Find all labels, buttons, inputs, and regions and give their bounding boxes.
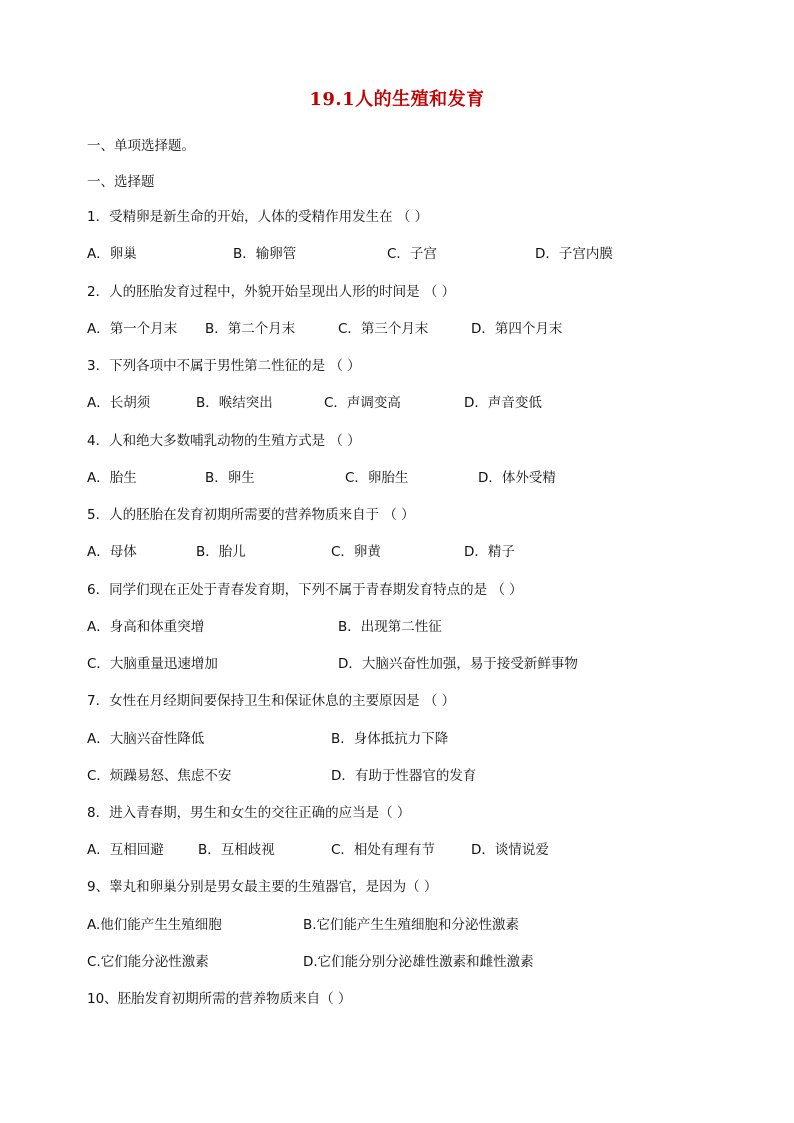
question-stem: 4．人和绝大多数哺乳动物的生殖方式是 （ ）: [87, 433, 361, 449]
question-stem: 7．女性在月经期间要保持卫生和保证休息的主要原因是 （ ）: [87, 693, 456, 709]
question-stem: 1．受精卵是新生命的开始，人体的受精作用发生在 （ ）: [87, 209, 429, 225]
option-a: A．互相回避: [87, 842, 164, 858]
option-c: C．子宫: [387, 246, 437, 262]
option-d: D．谈情说爱: [471, 842, 549, 858]
option-c: C．声调变高: [324, 395, 401, 411]
question-stem: 3．下列各项中不属于男性第二性征的是 （ ）: [87, 358, 361, 374]
option-d: D．子宫内膜: [535, 246, 613, 262]
question-stem: 6．同学们现在正处于青春发育期，下列不属于青春期发育特点的是 （ ）: [87, 582, 523, 598]
option-d: D.它们能分别分泌雄性激素和雌性激素: [303, 954, 534, 970]
option-c: C．烦躁易怒、焦虑不安: [87, 768, 232, 784]
option-a: A．胎生: [87, 470, 137, 486]
option-a: A．大脑兴奋性降低: [87, 731, 205, 747]
option-a: A．长胡须: [87, 395, 151, 411]
option-a: A.他们能产生生殖细胞: [87, 917, 222, 933]
option-d: D．有助于性器官的发育: [331, 768, 477, 784]
section-heading: 一、选择题: [87, 174, 155, 190]
option-a: A．母体: [87, 544, 137, 560]
option-b: B．胎儿: [196, 544, 246, 560]
option-d: D．精子: [464, 544, 515, 560]
question-stem: 9、睾丸和卵巢分别是男女最主要的生殖器官，是因为（ ）: [87, 879, 438, 895]
option-b: B．第二个月末: [205, 321, 296, 337]
option-d: D．大脑兴奋性加强，易于接受新鲜事物: [338, 656, 578, 672]
option-c: C．卵黄: [331, 544, 381, 560]
option-c: C．相处有理有节: [331, 842, 435, 858]
option-b: B．出现第二性征: [338, 619, 442, 635]
section-heading: 一、单项选择题。: [87, 138, 195, 154]
question-stem: 10、胚胎发育初期所需的营养物质来自（ ）: [87, 991, 352, 1007]
option-c: C．大脑重量迅速增加: [87, 656, 218, 672]
option-c: C．卵胎生: [345, 470, 409, 486]
question-stem: 8．进入青春期，男生和女生的交往正确的应当是（ ）: [87, 805, 411, 821]
option-b: B．输卵管: [233, 246, 297, 262]
option-d: D．声音变低: [464, 395, 542, 411]
question-stem: 2．人的胚胎发育过程中，外貌开始呈现出人形的时间是 （ ）: [87, 284, 456, 300]
option-c: C．第三个月末: [338, 321, 429, 337]
option-b: B．身体抵抗力下降: [331, 731, 449, 747]
option-d: D．第四个月末: [471, 321, 563, 337]
option-d: D．体外受精: [478, 470, 556, 486]
option-a: A．卵巢: [87, 246, 137, 262]
page-title: 19.1人的生殖和发育: [309, 89, 485, 110]
option-b: B．喉结突出: [196, 395, 273, 411]
option-b: B．互相歧视: [198, 842, 275, 858]
option-a: A．第一个月末: [87, 321, 178, 337]
option-b: B.它们能产生生殖细胞和分泌性激素: [303, 917, 520, 933]
question-stem: 5．人的胚胎在发育初期所需要的营养物质来自于 （ ）: [87, 507, 415, 523]
option-b: B．卵生: [205, 470, 255, 486]
option-a: A．身高和体重突增: [87, 619, 205, 635]
option-c: C.它们能分泌性激素: [87, 954, 209, 970]
